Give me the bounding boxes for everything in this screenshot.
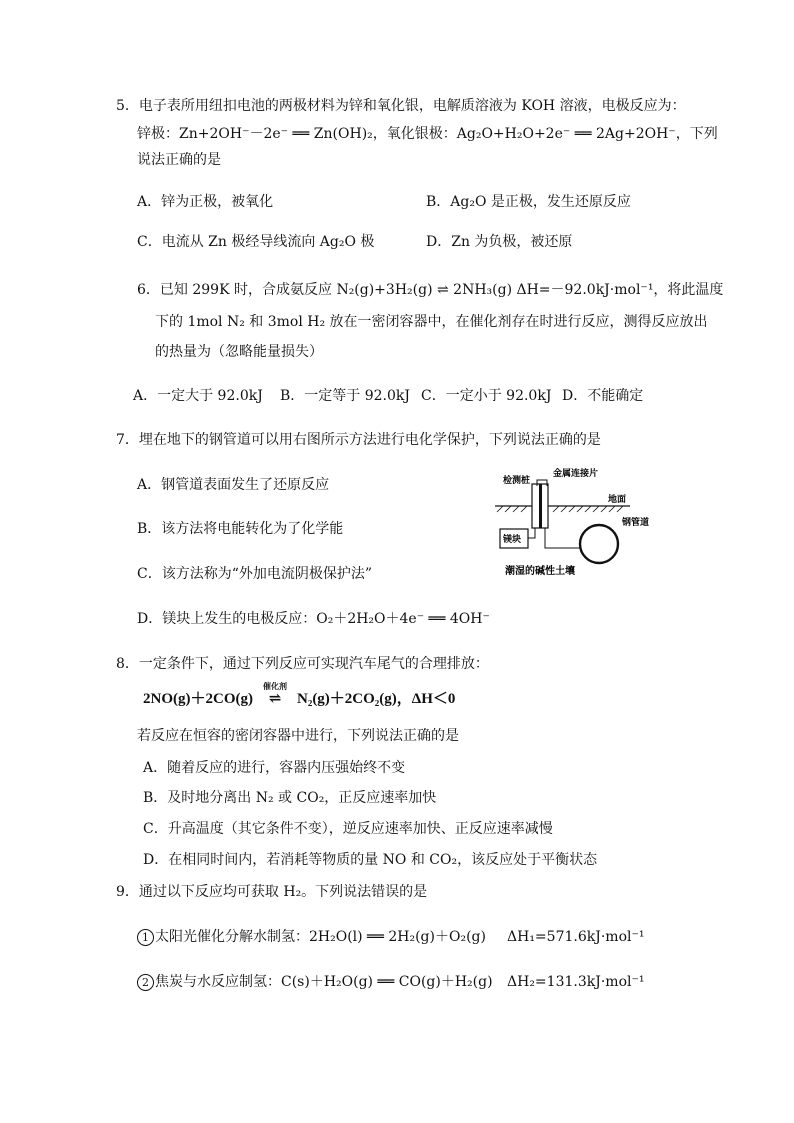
q9-reaction-1-text: 太阳光催化分解水制氢：2H₂O(l) ══ 2H₂(g)＋O₂(g) [155, 929, 486, 945]
q9-dh2: ΔH₂=131.3kJ·mol⁻¹ [507, 974, 645, 990]
q7-stem: 7．埋在地下的钢管道可以用右图所示方法进行电化学保护，下列说法正确的是 [116, 432, 601, 448]
q8-option-a[interactable]: A．随着反应的进行，容器内压强始终不变 [143, 760, 406, 776]
q8-pre: 若反应在恒容的密闭容器中进行，下列说法正确的是 [137, 728, 459, 744]
ground-hatch [497, 506, 623, 512]
connector-strip [539, 484, 542, 528]
q9-reaction-2 [137, 972, 493, 992]
soil-label: 潮湿的碱性土壤 [505, 566, 575, 577]
pipe-label: 钢管道 [622, 518, 650, 528]
ground-label: 地面 [608, 495, 627, 505]
q8-option-c[interactable]: C．升高温度（其它条件不变），逆反应速率加快、正反应速率减慢 [143, 821, 553, 837]
q6-stem-line2: 下的 1mol N₂ 和 3mol H₂ 放在一密闭容器中，在催化剂存在时进行反应，测得反应放出 [155, 314, 708, 330]
steel-pipe [580, 525, 618, 563]
q6-stem-line3: 的热量为（忽略能量损失） [155, 344, 323, 360]
q5-stem-line2: 锌极：Zn+2OH⁻－2e⁻ ══ Zn(OH)₂，氧化银极：Ag₂O+H₂O+2e⁻ ══ 2Ag+2OH⁻，下列 [137, 126, 718, 142]
q7-option-c[interactable]: C．该方法称为“外加电流阴极保护法” [137, 566, 373, 582]
q8-eq-right: N₂(g)＋2CO₂(g)，ΔH＜0 [296, 691, 456, 707]
circled-number-2: 2 [137, 974, 154, 991]
q5-stem-line1: 5．电子表所用纽扣电池的两极材料为锌和氧化银，电解质溶液为 KOH 溶液，电极反应为： [116, 98, 686, 114]
q6-option-c[interactable]: C．一定小于 92.0kJ [421, 388, 552, 404]
connector-label: 金属连接片 [553, 469, 599, 479]
q9-dh1: ΔH₁=571.6kJ·mol⁻¹ [507, 929, 645, 945]
q8-option-b[interactable]: B．及时地分离出 N₂ 或 CO₂，正反应速率加快 [143, 790, 437, 806]
q7-option-d[interactable]: D．镁块上发生的电极反应：O₂＋2H₂O＋4e⁻ ══ 4OH⁻ [137, 611, 490, 627]
mg-label: 镁块 [503, 535, 522, 545]
q5-stem-line3: 说法正确的是 [137, 152, 221, 168]
q6-option-a[interactable]: A．一定大于 92.0kJ [133, 388, 263, 404]
catalyst-arrow: 催化剂 ⇌ [253, 689, 297, 709]
q6-option-d[interactable]: D．不能确定 [562, 388, 644, 404]
catalyst-label: 催化剂 [262, 682, 287, 691]
q9-reaction-2-text: 焦炭与水反应制氢：C(s)＋H₂O(g) ══ CO(g)＋H₂(g) [155, 974, 493, 990]
q9-reaction-1 [137, 927, 486, 947]
q9-stem: 9．通过以下反应均可获取 H₂。下列说法错误的是 [116, 884, 428, 900]
q8-equation [143, 682, 456, 709]
q6-stem-line1: 6．已知 299K 时，合成氨反应 N₂(g)+3H₂(g) ⇌ 2NH₃(g) ΔH=－92.0kJ·mol⁻¹，将此温度 [137, 282, 724, 298]
q8-eq-left: 2NO(g)＋2CO(g) [143, 691, 253, 707]
q6-option-b[interactable]: B．一定等于 92.0kJ [280, 388, 411, 404]
probe-label: 检测桩 [503, 476, 531, 486]
cathodic-protection-diagram [495, 462, 655, 580]
q5-option-a[interactable]: A．锌为正极，被氧化 [137, 194, 274, 210]
q8-option-d[interactable]: D．在相同时间内，若消耗等物质的量 NO 和 CO₂，该反应处于平衡状态 [143, 852, 598, 868]
q7-option-a[interactable]: A．钢管道表面发生了还原反应 [137, 477, 330, 493]
q5-option-c[interactable]: C．电流从 Zn 极经导线流向 Ag₂O 极 [137, 234, 375, 250]
q5-option-d[interactable]: D．Zn 为负极，被还原 [426, 234, 573, 250]
circled-number-1: 1 [137, 929, 154, 946]
q8-stem: 8．一定条件下，通过下列反应可实现汽车尾气的合理排放： [116, 656, 489, 672]
q7-option-b[interactable]: B．该方法将电能转化为了化学能 [137, 521, 344, 537]
q5-option-b[interactable]: B．Ag₂O 是正极，发生还原反应 [426, 194, 631, 210]
